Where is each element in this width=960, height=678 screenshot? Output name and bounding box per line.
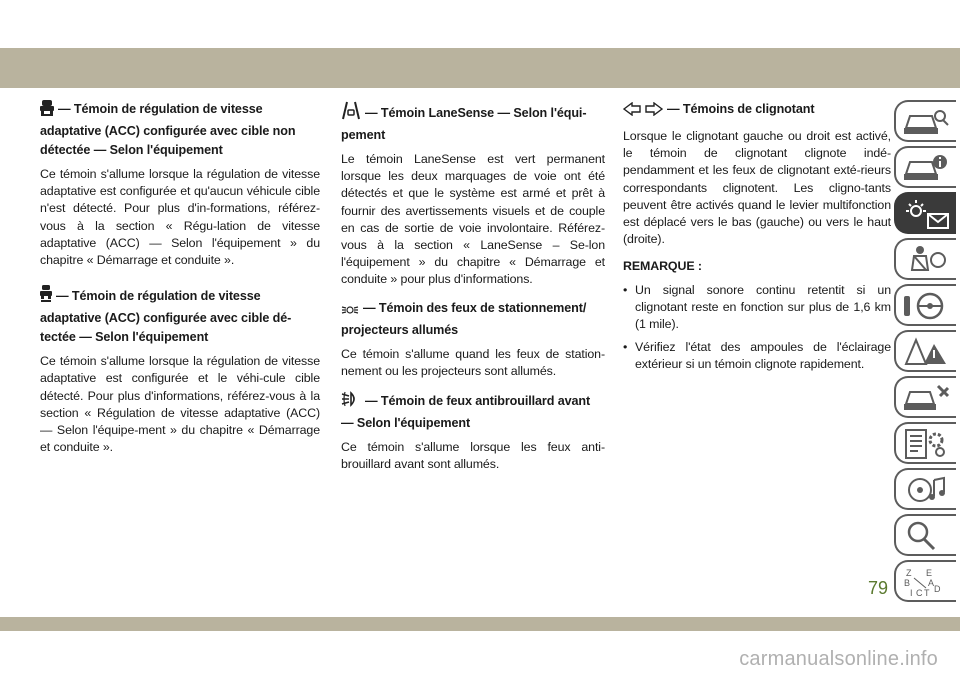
specifications-gear-icon xyxy=(902,428,950,460)
car-search-icon xyxy=(902,106,950,138)
acc-target-icon xyxy=(40,285,52,309)
bullet-text: Un signal sonore continu retentit si un clignotant reste en fonction sur plus de 1,6 km (1 mile). xyxy=(635,282,891,332)
parking-lights-icon xyxy=(341,302,359,321)
list-item xyxy=(623,282,891,334)
svg-text:D: D xyxy=(934,584,941,594)
heading-text: — Témoin de régulation de vitesse adaptative (ACC) configurée avec cible dé-tectée — Selon l'équipement xyxy=(40,289,292,345)
tab-car-search[interactable] xyxy=(894,100,956,142)
list-item xyxy=(623,339,891,373)
alphabet-index-icon xyxy=(902,566,950,598)
seatbelt-airbag-icon xyxy=(902,244,950,276)
page-number: 79 xyxy=(868,578,889,598)
lanesense-heading xyxy=(341,100,605,145)
svg-text:E: E xyxy=(926,568,933,578)
svg-text:T: T xyxy=(924,588,930,598)
acc-no-target-description: Ce témoin s'allume lorsque la régulation de vitesse adaptative est configurée et qu'aucun véhicule cible n'est détecté. Pour plus d'in-formations, référez-vous à la section « Régu-lation de vitesse adaptative (ACC) — Selon l'équipement » du chapitre « Démarrage et conduite ». xyxy=(40,167,320,268)
heading-text: — Témoin de feux antibrouillard avant — Selon l'équipement xyxy=(341,394,591,431)
front-fog-description: Ce témoin s'allume lorsque les feux anti-brouillard avant sont allumés. xyxy=(341,440,605,472)
steering-wheel-icon xyxy=(902,290,950,322)
car-info-icon xyxy=(902,152,950,184)
svg-text:I: I xyxy=(910,588,913,598)
footer-band xyxy=(0,617,960,631)
turn-signal-description: Lorsque le clignotant gauche ou droit est activé, le témoin de clignotant clignote indé-pendamment et les feux de clignotant exté-rieurs correspondants clignotent. Les cligno-tants peuvent être activés quand le levier multifonction est déplacé vers le bas (gauche) ou vers le haut (droite). xyxy=(623,129,891,247)
svg-text:C: C xyxy=(916,588,923,598)
lanesense-description: Le témoin LaneSense est vert permanent lorsque les deux marquages de voie ont été détectés et que le système est armé et prêt à fournir des avertissements visuels et de couple en cas de sortie de voie involontaire. Référez-vous à la section « LaneSense – Se-lon l'équipement » du chapitre « Démarrage et conduite » pour plus d'informations. xyxy=(341,152,605,287)
parking-lights-heading xyxy=(341,299,605,340)
warning-lights-icon xyxy=(902,198,952,232)
front-fog-light-icon xyxy=(341,390,361,414)
tab-seatbelt-airbag[interactable] xyxy=(894,238,956,280)
tab-alphabet-index[interactable] xyxy=(894,560,956,602)
tab-steering-wheel[interactable] xyxy=(894,284,956,326)
heading-text: — Témoin des feux de stationnement/ projecteurs allumés xyxy=(341,300,587,337)
acc-no-target-heading xyxy=(40,100,320,160)
page-top-margin xyxy=(0,0,960,48)
multimedia-music-icon xyxy=(902,474,950,506)
acc-no-target-icon xyxy=(40,100,54,122)
column-3 xyxy=(623,100,891,380)
turn-signal-heading xyxy=(623,100,891,122)
tab-multimedia[interactable] xyxy=(894,468,956,510)
index-search-icon xyxy=(902,520,950,552)
svg-text:Z: Z xyxy=(906,568,912,578)
column-1 xyxy=(40,100,320,466)
bullet-marker: • xyxy=(623,282,628,297)
tab-index-search[interactable] xyxy=(894,514,956,556)
car-service-icon xyxy=(902,382,950,414)
front-fog-heading xyxy=(341,390,605,433)
road-warning-icon xyxy=(902,336,950,368)
heading-text: — Témoin de régulation de vitesse adaptative (ACC) configurée avec cible non détectée — Selon l'équipement xyxy=(40,102,296,157)
heading-text: — Témoins de clignotant xyxy=(667,102,815,116)
header-band xyxy=(0,48,960,88)
acc-target-description: Ce témoin s'allume lorsque la régulation de vitesse adaptative est configurée et le véhi-cule cible détecté. Pour plus d'informations, référez-vous à la section « Régulation de vitesse adaptative (ACC) — Selon l'équipe-ment » du chapitre « Démarrage et conduite ». xyxy=(40,354,320,455)
acc-target-heading xyxy=(40,285,320,347)
svg-text:B: B xyxy=(904,578,911,588)
svg-text:A: A xyxy=(928,578,935,588)
watermark: carmanualsonline.info xyxy=(739,648,938,670)
parking-lights-description: Ce témoin s'allume quand les feux de station-nement ou les projecteurs sont allumés. xyxy=(341,346,605,378)
lanesense-icon xyxy=(341,100,361,126)
bullet-text: Vérifiez l'état des ampoules de l'éclairage extérieur si un témoin clignote rapidement. xyxy=(635,340,891,372)
tab-warning-lights[interactable] xyxy=(894,192,956,234)
bullet-marker: • xyxy=(623,340,628,355)
heading-text: — Témoin LaneSense — Selon l'équi-pement xyxy=(341,106,587,142)
note-label: REMARQUE : xyxy=(623,259,702,274)
tab-specifications[interactable] xyxy=(894,422,956,464)
column-2 xyxy=(341,100,605,483)
tab-road-warning[interactable] xyxy=(894,330,956,372)
tab-car-info[interactable] xyxy=(894,146,956,188)
turn-signal-icon xyxy=(623,102,663,122)
tab-car-service[interactable] xyxy=(894,376,956,418)
